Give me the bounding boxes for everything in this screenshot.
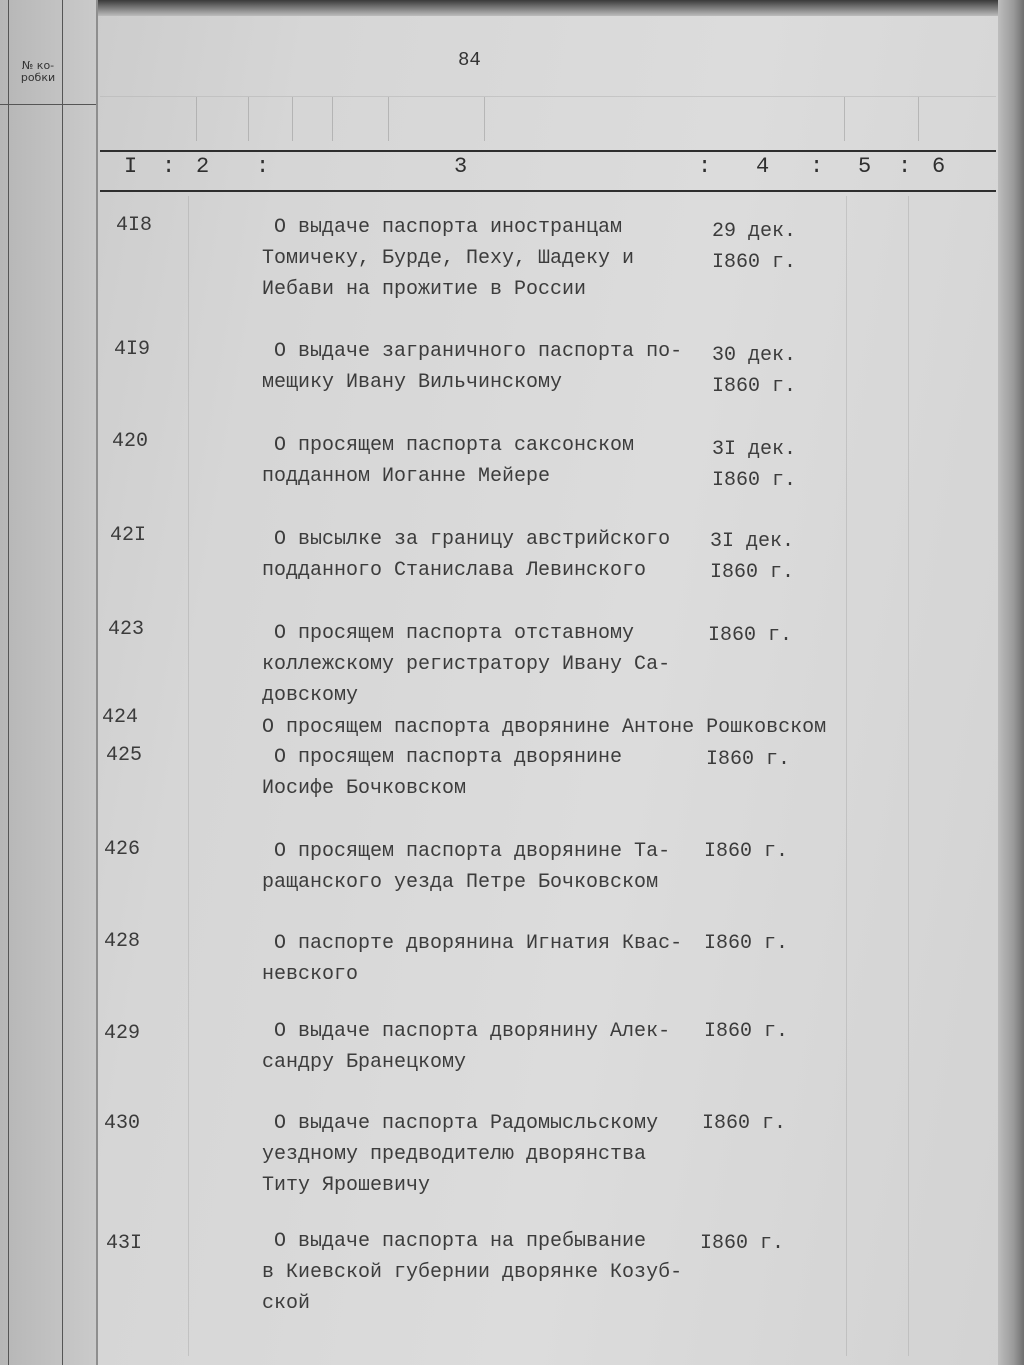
entry-number: 42I: [110, 524, 147, 547]
entry-description: О просящем паспорта дворянине Антоне Рошковском: [262, 716, 827, 739]
entry-description: О выдаче паспорта иностранцам Томичеку, Бурде, Пеху, Шадеку и Иебави на прожитие в России: [262, 216, 635, 301]
entry-description: О выдаче паспорта Радомысльскому уездному предводителю дворянства Титу Ярошевичу: [262, 1112, 659, 1197]
entry-number: 424: [102, 706, 139, 729]
underlying-column-line: [8, 0, 9, 1365]
entry-date: I860 г.: [702, 1112, 787, 1135]
entry-number: 430: [104, 1112, 141, 1135]
entry-number: 426: [104, 838, 141, 861]
entry-date: I860 г.: [704, 1020, 789, 1043]
page-number: 84: [458, 49, 481, 71]
entry-number: 425: [106, 744, 143, 767]
entry-date: I860 г.: [704, 932, 789, 955]
column-number-4: 4: [756, 154, 770, 179]
underlying-row-line: [0, 104, 96, 105]
header-top-rule: [100, 150, 996, 152]
entry-number: 420: [112, 430, 149, 453]
entry-number: 428: [104, 930, 141, 953]
column-guide: [908, 196, 909, 1356]
entry-date: I860 г.: [706, 748, 791, 771]
header-bottom-rule: [100, 190, 996, 192]
column-number-5: 5: [858, 154, 872, 179]
column-number-6: 6: [932, 154, 946, 179]
page-binding: [998, 0, 1024, 1365]
entry-description: О просящем паспорта отставному коллежскому регистратору Ивану Са- довскому: [262, 622, 671, 707]
entry-date: I860 г.: [708, 624, 793, 647]
entry-description: О выдаче заграничного паспорта по- мещику Ивану Вильчинскому: [262, 340, 683, 394]
column-number-1: I: [124, 154, 138, 179]
entry-number: 4I9: [114, 338, 151, 361]
entry-description: О выдаче паспорта на пребывание в Киевской губернии дворянке Козуб- ской: [262, 1230, 683, 1315]
entry-description: О выдаче паспорта дворянину Алек- сандру Бранецкому: [262, 1020, 671, 1074]
entry-description: О высылке за границу австрийского подданного Станислава Левинского: [262, 528, 671, 582]
entry-date: 3I дек. I860 г.: [712, 438, 797, 492]
entry-number: 4I8: [116, 214, 153, 237]
column-separator: :: [256, 154, 270, 179]
box-number-label: № ко- робки: [20, 59, 56, 84]
entry-description: О просящем паспорта дворянине Та- ращанского уезда Петре Бочковском: [262, 840, 671, 894]
entry-description: О паспорте дворянина Игнатия Квас- невского: [262, 932, 683, 986]
underlying-page-edge: [0, 0, 98, 1365]
faint-show-through-header: [100, 96, 996, 141]
column-separator: :: [698, 154, 712, 179]
column-guide: [846, 196, 847, 1356]
column-number-2: 2: [196, 154, 210, 179]
column-separator: :: [898, 154, 912, 179]
underlying-column-line: [62, 0, 63, 1365]
entry-date: I860 г.: [704, 840, 789, 863]
entry-number: 429: [104, 1022, 141, 1045]
entry-description: О просящем паспорта саксонском подданном Иоганне Мейере: [262, 434, 635, 488]
entry-date: I860 г.: [700, 1232, 785, 1255]
column-separator: :: [810, 154, 824, 179]
column-guide: [188, 196, 189, 1356]
entry-date: 30 дек. I860 г.: [712, 344, 797, 398]
column-separator: :: [162, 154, 176, 179]
entry-date: 29 дек. I860 г.: [712, 220, 797, 274]
entry-number: 43I: [106, 1232, 143, 1255]
entry-date: 3I дек. I860 г.: [710, 530, 795, 584]
entry-description: О просящем паспорта дворянине Иосифе Бочковском: [262, 746, 623, 800]
entry-number: 423: [108, 618, 145, 641]
page-top-fold: [90, 0, 1024, 16]
column-number-3: 3: [454, 154, 468, 179]
